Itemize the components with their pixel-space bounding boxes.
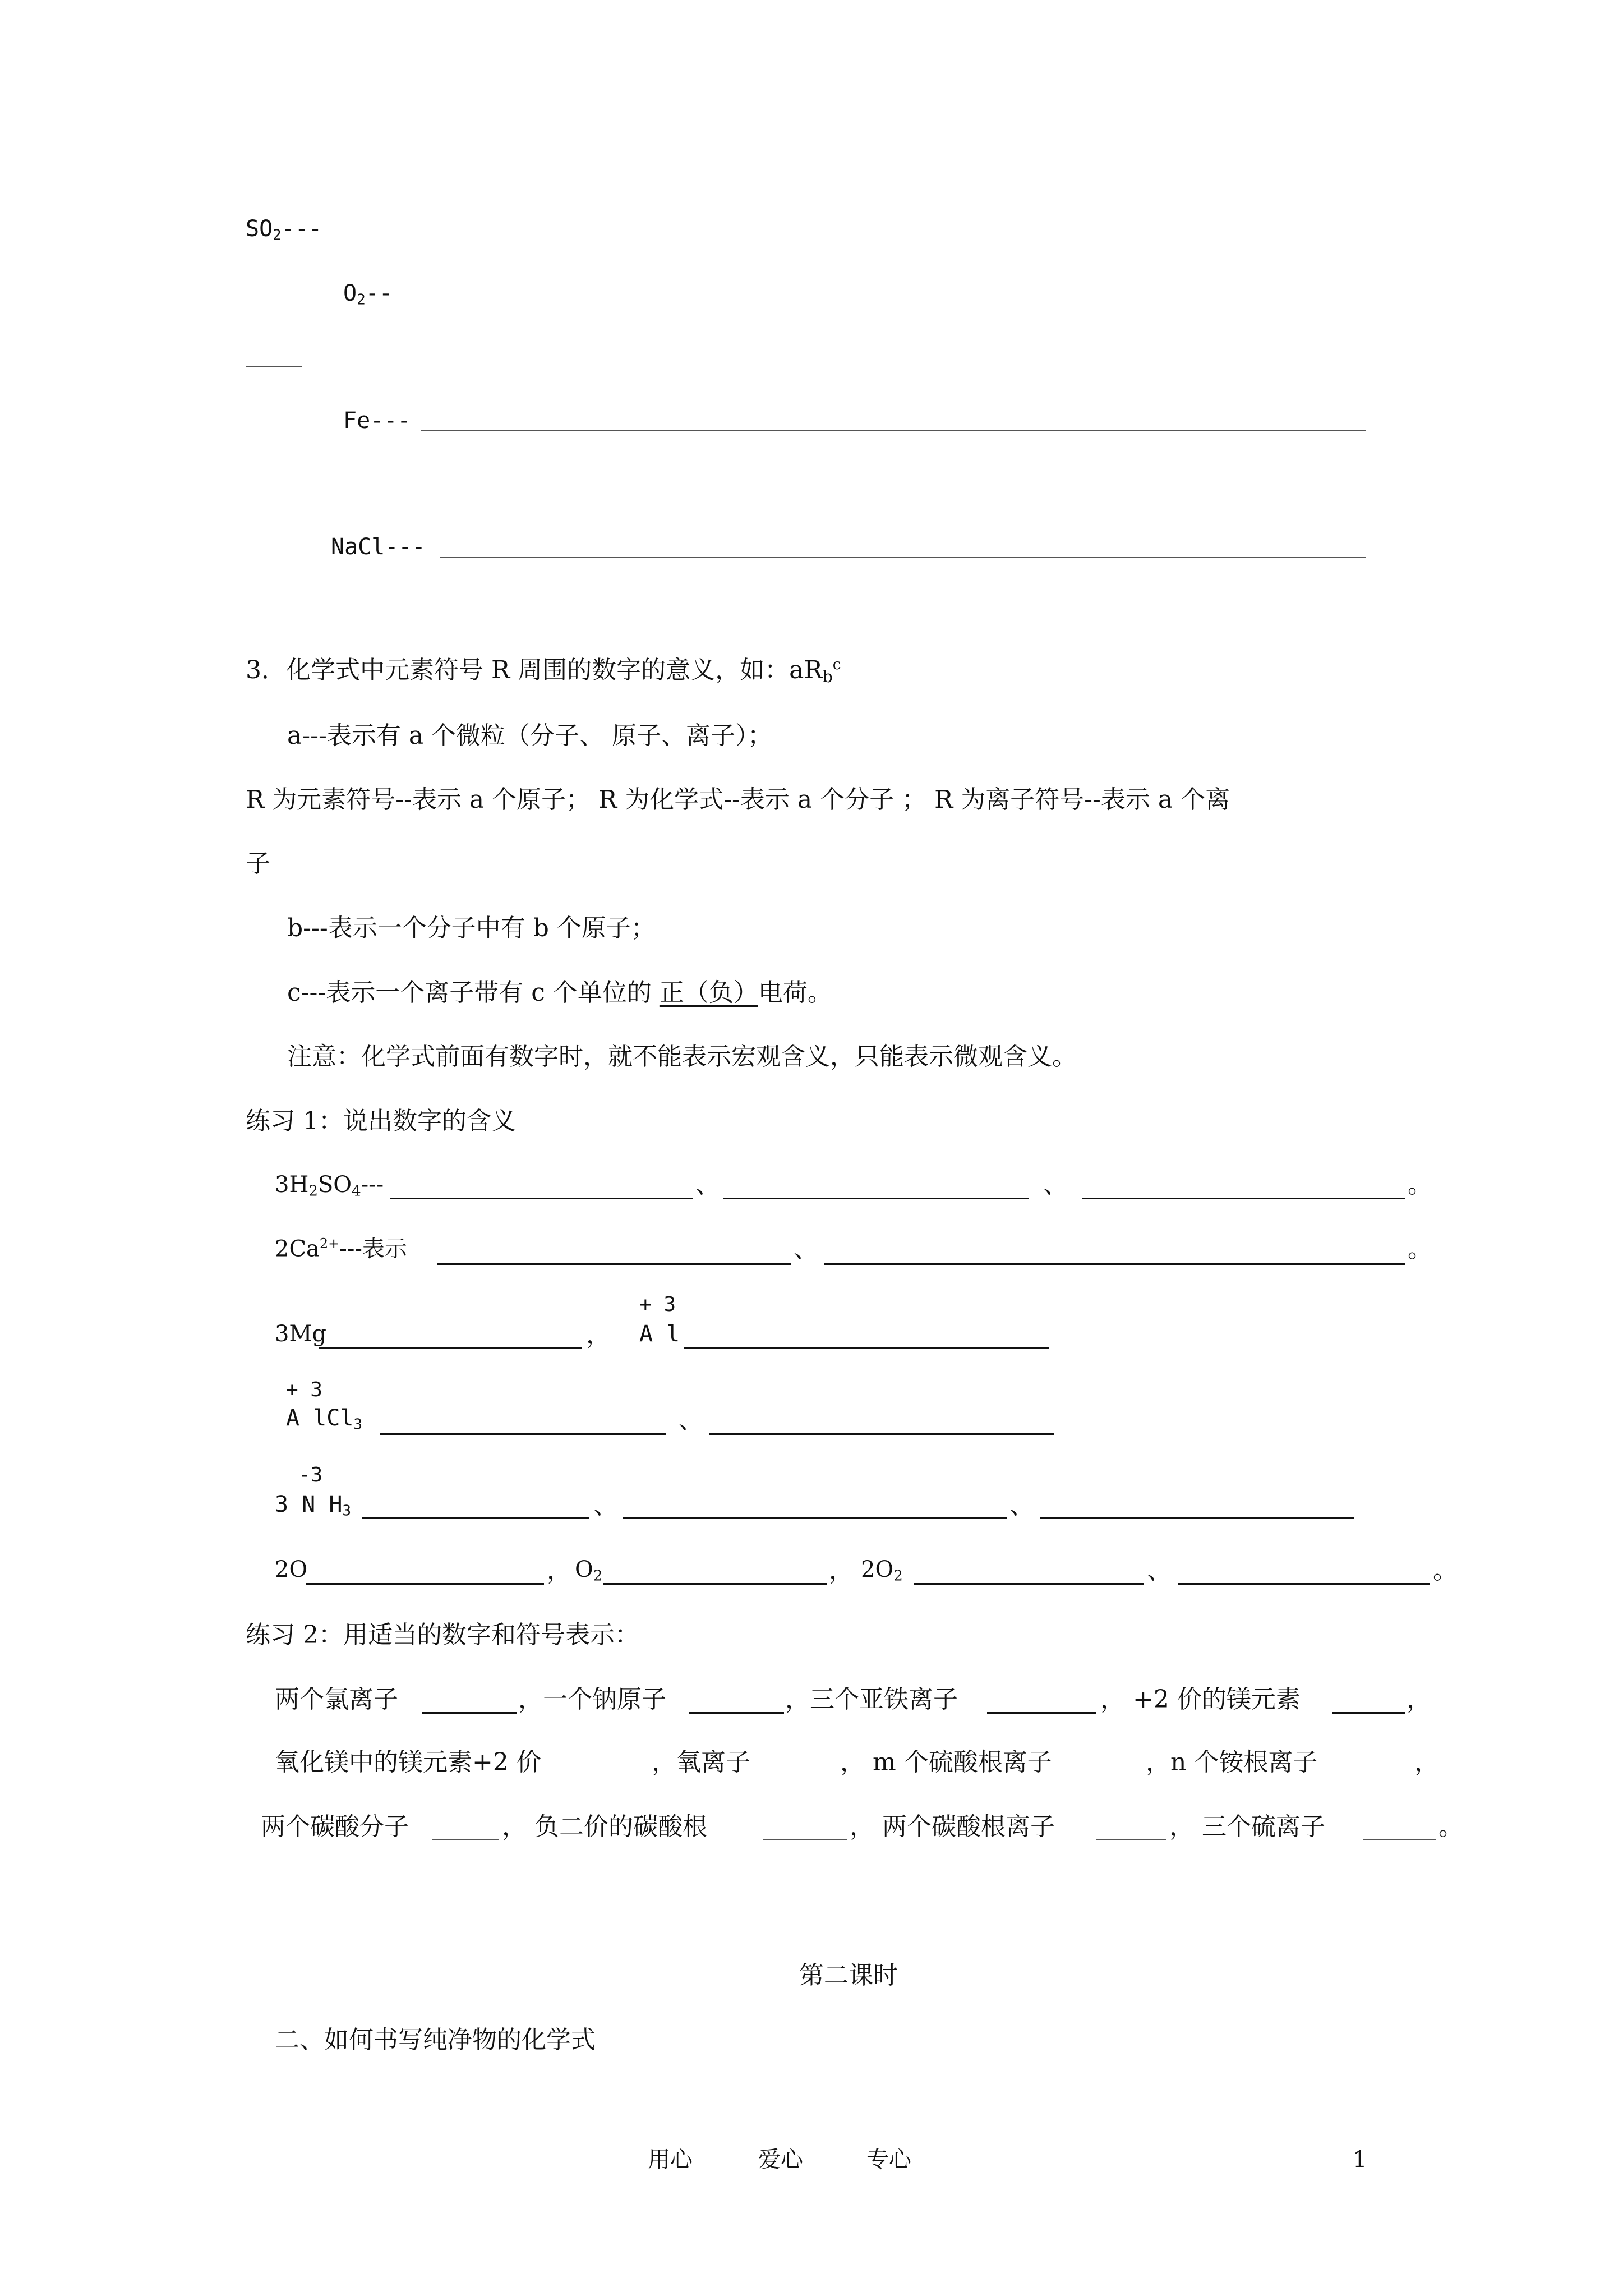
fe-label: Fe--- xyxy=(343,408,411,434)
ex2-row1-blank4[interactable] xyxy=(1332,1712,1405,1714)
alcl3-blank-2[interactable] xyxy=(709,1433,1054,1435)
h2so4-blank-1[interactable] xyxy=(390,1198,693,1199)
period: 。 xyxy=(1408,1235,1432,1263)
nh3-charge: -3 xyxy=(298,1464,323,1487)
ex2-row2-item1: 氧化镁中的镁元素+2 价 xyxy=(275,1748,541,1777)
footer-motto-2: 爱心 xyxy=(758,2147,803,2173)
section3-r-line: R 为元素符号--表示 a 个原子； R 为化学式--表示 a 个分子 ； R 为离子符号--表示 a 个离 xyxy=(246,785,1230,814)
nacl-label: NaCl--- xyxy=(331,534,426,560)
ex2-row1-blank3[interactable] xyxy=(987,1712,1096,1714)
ex2-row1-item1: 两个氯离子 xyxy=(275,1685,398,1714)
ex2-row3-end: 。 xyxy=(1438,1812,1463,1841)
ca-blank-1[interactable] xyxy=(437,1263,791,1265)
section3-title: 3．化学式中元素符号 R 周围的数字的意义，如：$aR_b^c$ xyxy=(246,655,841,686)
ex2-row3-blank2[interactable] xyxy=(763,1839,847,1840)
o2o-label: 2O xyxy=(275,1557,308,1582)
comma: ， xyxy=(586,1320,611,1349)
period: 。 xyxy=(1408,1170,1432,1199)
footer-motto-3: 专心 xyxy=(866,2147,911,2173)
comma: ， xyxy=(829,1556,854,1585)
alcl3-charge: + 3 xyxy=(286,1378,323,1401)
nacl-answer-line[interactable] xyxy=(440,557,1366,558)
ex2-row3-item1: 两个碳酸分子 xyxy=(261,1812,409,1841)
o22-label: $2O_2$ xyxy=(861,1557,903,1585)
ex2-row3-item4: ， 三个硫离子 xyxy=(1169,1812,1325,1841)
o2o-blank[interactable] xyxy=(306,1583,544,1585)
ex2-row2-item4: ，n 个铵根离子 xyxy=(1146,1748,1318,1777)
lesson2-title: 第二课时 xyxy=(799,1961,898,1990)
ex2-row3-item3: ， 两个碳酸根离子 xyxy=(850,1812,1055,1841)
charge-sign-text: 正（负） xyxy=(659,978,758,1007)
section3-a-line: a---表示有 a 个微粒（分子、 原子、离子）； xyxy=(287,721,773,750)
separator: 、 xyxy=(1147,1556,1172,1585)
so2-label: $SO_2---$ xyxy=(246,216,322,244)
o2-blank[interactable] xyxy=(603,1583,827,1585)
h2so4-blank-2[interactable] xyxy=(723,1198,1029,1199)
separator: 、 xyxy=(593,1491,618,1520)
ex2-row1-item4: ， +2 价的镁元素 xyxy=(1100,1685,1301,1714)
mg-label: 3Mg xyxy=(275,1321,327,1347)
exercise1-title: 练习 1：说出数字的含义 xyxy=(246,1107,516,1135)
al-charge: + 3 xyxy=(639,1293,676,1316)
alcl3-label: A lCl$_3$ xyxy=(286,1405,363,1433)
ca-blank-2[interactable] xyxy=(824,1263,1405,1265)
ex2-row3-blank1[interactable] xyxy=(432,1839,499,1840)
nh3-blank-3[interactable] xyxy=(1040,1517,1354,1519)
ex2-row1-blank2[interactable] xyxy=(689,1712,784,1714)
section3-c-line: c---表示一个离子带有 c 个单位的 正（负）电荷。 xyxy=(287,978,832,1007)
ca-label: $2Ca^{2+}---$表示 xyxy=(275,1236,407,1262)
o2-answer-line-cont[interactable] xyxy=(246,366,302,367)
separator: 、 xyxy=(695,1170,720,1199)
comma: ， xyxy=(547,1556,571,1585)
alcl3-blank-1[interactable] xyxy=(380,1433,666,1435)
lesson2-heading: 二、如何书写纯净物的化学式 xyxy=(275,2026,596,2054)
al-blank[interactable] xyxy=(684,1347,1049,1349)
h2so4-blank-3[interactable] xyxy=(1082,1198,1405,1199)
ex2-row2-item3: ， m 个硫酸根离子 xyxy=(840,1748,1052,1777)
al-label: A l xyxy=(639,1321,680,1347)
separator: 、 xyxy=(794,1235,818,1263)
period: 。 xyxy=(1433,1556,1458,1585)
ex2-row3-item2: ， 负二价的碳酸根 xyxy=(502,1812,707,1841)
page-number: 1 xyxy=(1353,2147,1367,2173)
ex2-row1-blank1[interactable] xyxy=(422,1712,517,1714)
ex2-row1-item3: ，三个亚铁离子 xyxy=(785,1685,958,1714)
separator: 、 xyxy=(1009,1491,1034,1520)
ex2-row2-end: ， xyxy=(1414,1748,1439,1777)
ex2-row3-blank4[interactable] xyxy=(1363,1839,1436,1840)
h2so4-label: $3H_2SO_4---$ xyxy=(275,1172,384,1200)
o22-blank[interactable] xyxy=(914,1583,1144,1585)
ex2-row1-end: ， xyxy=(1407,1685,1431,1714)
mg-blank[interactable] xyxy=(319,1347,582,1349)
fe-answer-line[interactable] xyxy=(421,430,1366,431)
o2-formula-label: $O_2$ xyxy=(575,1557,603,1585)
ex2-row1-item2: ，一个钠原子 xyxy=(518,1685,666,1714)
o2-label: $O_2--$ xyxy=(343,280,393,309)
section3-note: 注意：化学式前面有数字时，就不能表示宏观含义，只能表示微观含义。 xyxy=(287,1042,1077,1071)
footer-motto-1: 用心 xyxy=(648,2147,693,2173)
nh3-label: 3 N $H_3$ xyxy=(275,1492,352,1520)
separator: 、 xyxy=(679,1406,703,1434)
exercise2-title: 练习 2：用适当的数字和符号表示： xyxy=(246,1621,639,1649)
separator: 、 xyxy=(1043,1170,1068,1199)
ex2-row2-item2: ，氧离子 xyxy=(652,1748,750,1777)
section3-b-line: b---表示一个分子中有 b 个原子； xyxy=(287,914,656,942)
ex2-row3-blank3[interactable] xyxy=(1096,1839,1166,1840)
nh3-blank-1[interactable] xyxy=(362,1517,589,1519)
nh3-blank-2[interactable] xyxy=(623,1517,1007,1519)
o22-blank-2[interactable] xyxy=(1178,1583,1430,1585)
section3-r-line-cont: 子 xyxy=(246,849,270,878)
